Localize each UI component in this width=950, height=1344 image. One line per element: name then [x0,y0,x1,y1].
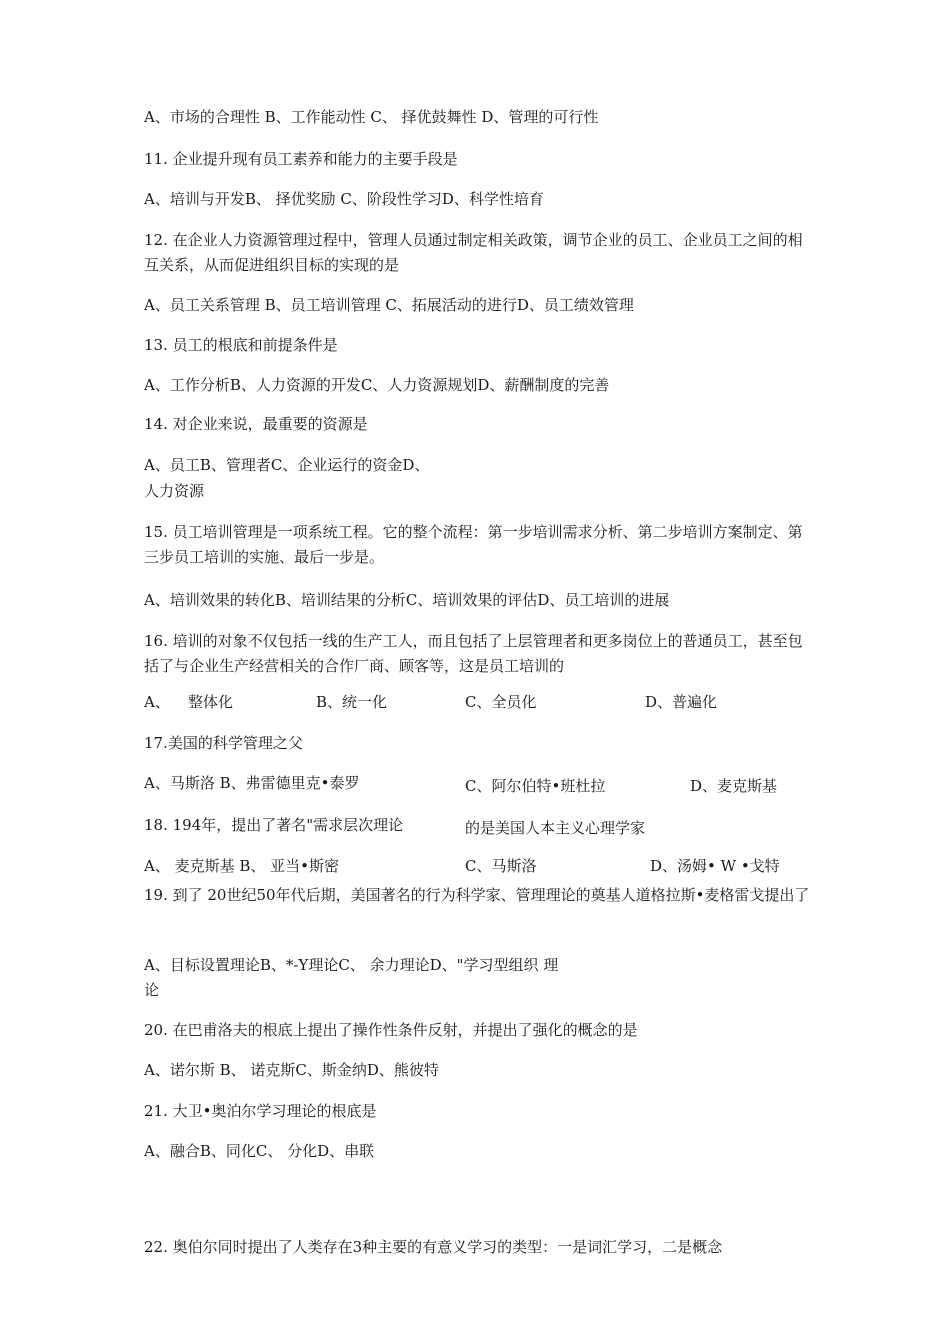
answer-options-10: A、市场的合理性 B、工作能动性 C、 择优鼓舞性 D、管理的可行性 [144,108,599,126]
question-18-part2: 的是美国人本主义心理学家 [465,819,646,837]
question-20: 20. 在巴甫洛夫的根底上提出了操作性条件反射，并提出了强化的概念的是 [144,1021,638,1039]
option-c: C、阿尔伯特•班杜拉 [465,777,606,795]
option-d: D、普遍化 [645,693,718,711]
option-c: C、全员化 [465,693,537,711]
option-ab: A、马斯洛 B、弗雷德里克•泰罗 [144,774,360,792]
question-18-part1: 18. 194年，提出了著名"需求层次理论 [144,816,404,834]
answer-options-12: A、员工关系管理 B、员工培训管理 C、拓展活动的进行D、员工绩效管理 [144,296,634,314]
answer-options-19-line1: A、目标设置理论B、*-Y理论C、 余力理论D、"学习型组织 理 [144,956,559,974]
answer-options-21: A、融合B、同化C、 分化D、串联 [144,1142,375,1160]
answer-options-14-line1: A、员工B、管理者C、企业运行的资金D、 [144,456,430,474]
option-ab: A、 麦克斯基 B、 亚当•斯密 [144,857,340,875]
question-17: 17.美国的科学管理之父 [144,734,303,752]
answer-options-19-line2: 论 [144,981,160,999]
option-d: D、汤姆• W •戈特 [650,857,780,875]
question-12: 12. 在企业人力资源管理过程中，管理人员通过制定相关政策，调节企业的员工、企业员工之间的相互关系，从而促进组织目标的实现的是 [144,231,803,274]
option-a-text: 整体化 [188,693,234,711]
question-15: 15. 员工培训管理是一项系统工程。它的整个流程：第一步培训需求分析、第二步培训方案制定、第三步员工培训的实施、最后一步是。 [144,523,803,566]
question-19: 19. 到了 20世纪50年代后期，美国著名的行为科学家、管理理论的奠基人道格拉斯•麦格雷戈提出了 [144,886,810,904]
option-d: D、麦克斯基 [690,777,778,795]
question-16: 16. 培训的对象不仅包括一线的生产工人，而且包括了上层管理者和更多岗位上的普通员工，甚至包括了与企业生产经营相关的合作厂商、顾客等，这是员工培训的 [144,632,803,675]
question-14: 14. 对企业来说，最重要的资源是 [144,415,368,433]
question-21: 21. 大卫•奥泊尔学习理论的根底是 [144,1102,377,1120]
answer-options-11: A、培训与开发B、 择优奖励 C、阶段性学习D、科学性培育 [144,190,544,208]
answer-options-15: A、培训效果的转化B、培训结果的分析C、培训效果的评估D、员工培训的进展 [144,591,670,609]
question-13: 13. 员工的根底和前提条件是 [144,336,338,354]
answer-options-13: A、工作分析B、人力资源的开发C、人力资源规划D、薪酬制度的完善 [144,376,610,394]
question-22: 22. 奥伯尔同时提出了人类存在3种主要的有意义学习的类型：一是词汇学习，二是概念 [144,1238,723,1256]
answer-options-14-line2: 人力资源 [144,482,205,500]
option-c: C、马斯洛 [465,857,537,875]
option-b: B、统一化 [316,693,388,711]
question-11: 11. 企业提升现有员工素养和能力的主要手段是 [144,150,458,168]
answer-options-20: A、诺尔斯 B、 诺克斯C、斯金纳D、熊彼特 [144,1061,439,1079]
option-a-label: A、 [144,693,170,711]
